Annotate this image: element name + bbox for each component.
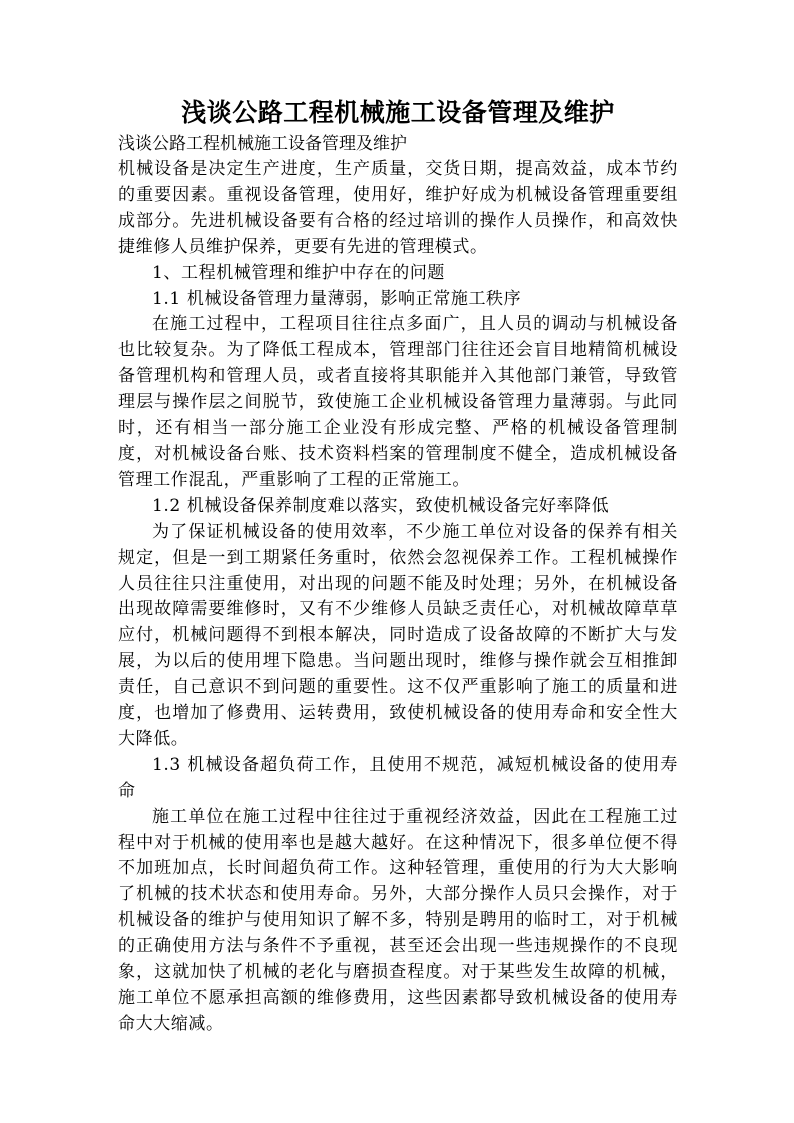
document-page bbox=[118, 94, 678, 1038]
subsection-heading-1-1: 1.1 机械设备管理力量薄弱，影响正常施工秩序 bbox=[152, 288, 522, 309]
body-paragraph-1-1: 在施工过程中，工程项目往往点多面广，且人员的调动与机械设备也比较复杂。为了降低工程成本，管理部门往往还会盲目地精简机械设备管理机构和管理人员，或者直接将其职能并入其他部门兼管，导致管理层与操作层之间脱节，致使施工企业机械设备管理力量薄弱。与此同时，还有相当一部分施工企业没有形成完整、严格的机械设备管理制度，对机械设备台账、技术资料档案的管理制度不健全，造成机械设备管理工作混乱，严重影响了工程的正常施工。 bbox=[118, 314, 678, 490]
intro-paragraph: 机械设备是决定生产进度，生产质量，交货日期，提高效益，成本节约的重要因素。重视设备管理，使用好，维护好成为机械设备管理重要组成部分。先进机械设备要有合格的经过培训的操作人员操作，和高效快捷维修人员维护保养，更要有先进的管理模式。 bbox=[118, 159, 678, 257]
body-paragraph-1-3: 施工单位在施工过程中往往过于重视经济效益，因此在工程施工过程中对于机械的使用率也是越大越好。在这种情况下，很多单位便不得不加班加点，长时间超负荷工作。这种轻管理，重使用的行为大大影响了机械的技术状态和使用寿命。另外，大部分操作人员只会操作，对于机械设备的维护与使用知识了解不多，特别是聘用的临时工，对于机械的正确使用方法与条件不予重视，甚至还会出现一些违规操作的不良现象，这就加快了机械的老化与磨损查程度。对于某些发生故障的机械，施工单位不愿承担高额的维修费用，这些因素都导致机械设备的使用寿命大大缩减。 bbox=[118, 806, 678, 1034]
body-paragraph-1-2: 为了保证机械设备的使用效率，不少施工单位对设备的保养有相关规定，但是一到工期紧任务重时，依然会忽视保养工作。工程机械操作人员往往只注重使用，对出现的问题不能及时处理；另外，在机械设备出现故障需要维修时，又有不少维修人员缺乏责任心，对机械故障草草应付，机械问题得不到根本解决，同时造成了设备故障的不断扩大与发展，为以后的使用埋下隐患。当问题出现时，维修与操作就会互相推卸责任，自己意识不到问题的重要性。这不仅严重影响了施工的质量和进度，也增加了修费用、运转费用，致使机械设备的使用寿命和安全性大大降低。 bbox=[118, 521, 678, 749]
subsection-heading-1-3: 1.3 机械设备超负荷工作，且使用不规范，减短机械设备的使用寿命 bbox=[118, 754, 678, 801]
section-heading-1: 1、工程机械管理和维护中存在的问题 bbox=[152, 262, 446, 283]
document-title: 浅谈公路工程机械施工设备管理及维护 bbox=[181, 98, 615, 127]
document-subtitle: 浅谈公路工程机械施工设备管理及维护 bbox=[118, 134, 407, 154]
subsection-heading-1-2: 1.2 机械设备保养制度难以落实，致使机械设备完好率降低 bbox=[152, 495, 610, 516]
